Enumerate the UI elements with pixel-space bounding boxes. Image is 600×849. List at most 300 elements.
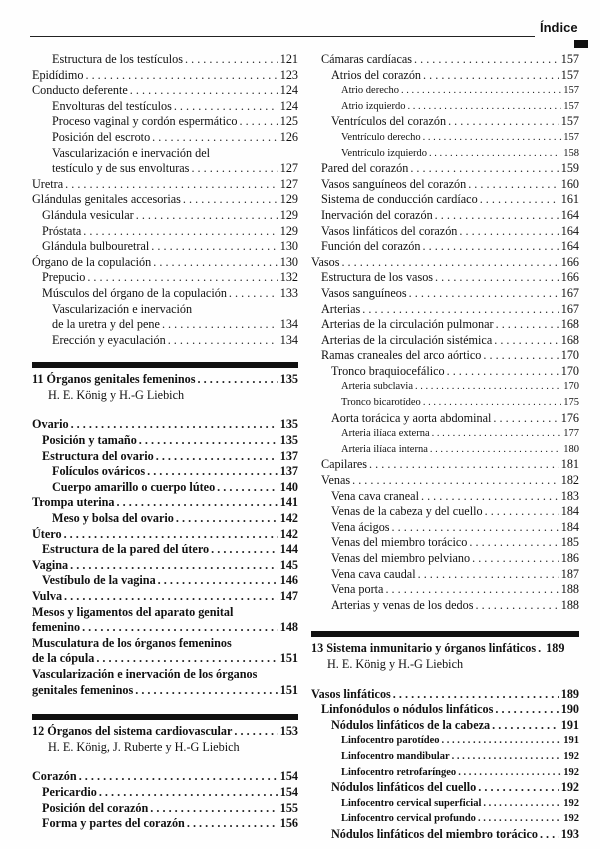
leader-dots [152,130,278,146]
leader-dots [423,130,562,146]
leader-dots [401,83,561,99]
toc-entry-page: 186 [560,551,579,565]
toc-entry[interactable] [32,433,298,449]
toc-entry[interactable] [32,239,298,255]
toc-entry-page: 132 [279,270,298,285]
toc-entry-title: Linfocentro retrofaríngeo [341,766,457,778]
toc-entry-title: Atrio derecho [341,85,400,97]
leader-dots [414,52,559,68]
leader-dots [369,457,559,473]
toc-entry-page: 167 [560,301,579,316]
toc-entry[interactable] [32,224,298,240]
toc-entry-page: 181 [560,457,579,472]
leader-dots [432,426,562,442]
toc-entry-page: 168 [560,332,579,347]
leader-dots [478,780,558,796]
toc-entry[interactable] [311,208,579,224]
toc-entry[interactable] [311,239,579,255]
leader-dots [472,551,559,567]
leader-dots [96,651,277,667]
toc-entry-title: Próstata [42,223,82,238]
leader-dots [540,827,559,843]
toc-entry[interactable] [32,68,298,84]
toc-entry-title: Posición del corazón [42,800,149,815]
leader-dots [495,702,558,718]
toc-entry[interactable] [32,683,298,699]
leader-dots [469,535,558,551]
toc-entry[interactable] [311,811,579,827]
chapter-bar [32,362,298,368]
leader-dots [162,317,278,333]
toc-entry[interactable] [311,333,579,349]
toc-entry-title: Musculatura de los órganos femeninos [32,635,232,650]
toc-entry-page: 155 [279,800,298,815]
toc-entry[interactable] [32,511,298,527]
toc-entry-page: 157 [560,114,579,129]
toc-entry[interactable] [311,114,579,130]
toc-entry[interactable] [311,718,579,734]
toc-entry-title: Vena cava craneal [331,488,419,503]
toc-entry[interactable] [311,489,579,505]
toc-entry-page: 168 [560,317,579,332]
toc-entry[interactable] [311,426,579,442]
chapter-title: 12 Órganos del sistema cardiovascular [32,724,233,739]
toc-entry-title: Ramas craneales del arco aórtico [321,348,482,363]
toc-entry-title: Venas del miembro torácico [331,535,468,550]
toc-entry-title: Erección y eyaculación [52,332,166,347]
toc-entry[interactable] [311,598,579,614]
toc-entry-title: Epidídimo [32,67,84,82]
toc-entry[interactable] [32,651,298,667]
toc-entry-page: 192 [563,766,579,778]
leader-dots [174,99,278,115]
toc-entry[interactable] [32,130,298,146]
chapter-11 [32,362,298,698]
toc-entry[interactable] [311,364,579,380]
toc-entry-page: 148 [279,620,298,635]
toc-entry-title: Estructura de la pared del útero [42,542,210,557]
leader-dots [168,333,278,349]
toc-entry-page: 170 [563,381,579,393]
chapter-heading[interactable] [32,724,298,740]
toc-entry-title: Sistema de conducción cardíaco [321,192,478,207]
toc-entry[interactable] [311,504,579,520]
toc-entry-title: Posición y tamaño [42,433,137,448]
leader-dots [153,255,277,271]
toc-entry[interactable] [32,177,298,193]
toc-entry[interactable] [32,317,298,333]
toc-entry-page: 127 [279,176,298,191]
toc-entry-title: Nódulos linfáticos del miembro torácico [331,826,538,841]
toc-entry[interactable] [311,317,579,333]
leader-dots [217,480,278,496]
leader-dots [158,573,278,589]
toc-entry-title: Vasos sanguíneos del corazón [321,176,467,191]
toc-entry-title: Mesos y ligamentos del aparato genital [32,604,234,619]
toc-entry[interactable] [311,130,579,146]
leader-dots [421,489,559,505]
toc-entry-title: Glándula vesicular [42,207,134,222]
leader-dots [151,239,277,255]
toc-entry[interactable] [32,573,298,589]
toc-entry[interactable] [311,286,579,302]
leader-dots [410,161,558,177]
toc-entry[interactable] [32,605,298,621]
toc-entry[interactable] [32,816,298,832]
toc-entry[interactable] [311,551,579,567]
toc-entry-page: 135 [279,433,298,448]
toc-entry[interactable] [311,270,579,286]
toc-entry[interactable] [311,702,579,718]
leader-dots [494,333,558,349]
toc-entry-title: Pared del corazón [321,161,409,176]
toc-entry-title: Estructura de los vasos [321,270,434,285]
toc-entry-title: Cámaras cardíacas [321,52,413,66]
leader-dots [476,598,559,614]
toc-entry[interactable] [32,192,298,208]
toc-entry-page: 180 [563,443,579,455]
leader-dots [538,641,544,657]
toc-entry-page: 154 [279,784,298,799]
toc-entry[interactable] [311,348,579,364]
leader-dots [407,99,561,115]
toc-entry-page: 157 [563,131,579,143]
toc-entry[interactable] [311,52,579,68]
leader-dots [483,796,561,812]
toc-entry[interactable] [311,192,579,208]
leader-dots [496,317,559,333]
toc-entry-title: Aorta torácica y aorta abdominal [331,410,492,425]
leader-dots [211,542,278,558]
toc-entry-page: 161 [560,192,579,207]
toc-entry-page: 166 [560,270,579,285]
toc-entry-title: Arteria subclavia [341,381,414,393]
leader-dots [239,114,277,130]
toc-entry[interactable] [32,302,298,318]
toc-list [32,417,298,698]
toc-entry[interactable] [311,177,579,193]
toc-entry[interactable] [311,520,579,536]
toc-entry-title: de la cópula [32,651,95,666]
toc-entry-page: 188 [560,597,579,612]
toc-entry[interactable] [32,480,298,496]
toc-entry[interactable] [311,146,579,162]
toc-entry-page: 166 [560,254,579,269]
leader-dots [423,68,559,84]
toc-entry[interactable] [311,442,579,458]
toc-entry-title: Arterias [321,301,361,316]
toc-entry-title: Arteria ilíaca interna [341,443,428,455]
leader-dots [341,255,558,271]
leader-dots [130,83,278,99]
chapter-heading[interactable] [311,641,579,657]
toc-entry[interactable] [32,114,298,130]
toc-entry-title: Función del corazón [321,239,421,254]
toc-entry[interactable] [311,224,579,240]
leader-dots [492,718,559,734]
leader-dots [83,224,277,240]
toc-entry[interactable] [32,527,298,543]
leader-dots [70,558,278,574]
toc-entry[interactable] [32,589,298,605]
leader-dots [409,286,559,302]
toc-entry-title: Vasos sanguíneos [321,285,407,300]
toc-entry-title: Corazón [32,769,77,784]
toc-entry[interactable] [311,733,579,749]
leader-dots [480,192,559,208]
toc-entry-title: Tronco braquiocefálico [331,363,445,378]
toc-entry-title: testículo y de sus envolturas [52,161,190,176]
leader-dots [385,582,558,598]
toc-entry[interactable] [32,667,298,683]
leader-dots [415,379,561,395]
toc-entry-title: Vasos linfáticos [311,686,391,701]
toc-entry-title: Prepucio [42,270,86,285]
toc-entry-page: 167 [560,285,579,300]
toc-entry-title: Atrio izquierdo [341,100,406,112]
toc-entry[interactable] [32,255,298,271]
toc-entry-page: 137 [279,448,298,463]
toc-entry[interactable] [32,785,298,801]
toc-entry-title: Vena porta [331,582,384,597]
toc-entry-page: 182 [560,473,579,488]
chapter-page: 135 [279,372,298,387]
chapter-authors: H. E. König y H.-G Liebich [327,656,464,671]
leader-dots [483,348,558,364]
toc-entry-page: 164 [560,239,579,254]
leader-dots [187,816,278,832]
toc-entry-page: 142 [279,526,298,541]
leader-dots [435,208,559,224]
toc-entry-title: Estructura del ovario [42,448,154,463]
left-column [32,52,298,832]
toc-entry[interactable] [311,83,579,99]
toc-entry[interactable] [32,801,298,817]
leader-dots [423,395,561,411]
toc-entry[interactable] [311,780,579,796]
toc-entry-page: 151 [279,682,298,697]
toc-entry-title: Vascularización e inervación del [52,145,211,160]
toc-entry[interactable] [32,417,298,433]
toc-entry-page: 129 [279,207,298,222]
header-rule [30,36,535,37]
toc-entry-title: Vestíbulo de la vagina [42,573,156,588]
toc-entry-page: 134 [279,332,298,347]
toc-entry-page: 121 [279,52,298,66]
toc-entry-page: 125 [279,114,298,129]
toc-entry[interactable] [32,636,298,652]
toc-entry-title: Folículos ováricos [52,464,146,479]
toc-entry[interactable] [32,146,298,162]
toc-entry-page: 151 [279,651,298,666]
toc-entry[interactable] [32,464,298,480]
toc-entry-title: Inervación del corazón [321,207,433,222]
toc-entry-page: 175 [563,397,579,409]
toc-entry-title: Vasos linfáticos del corazón [321,223,458,238]
toc-entry-title: Arterias de la circulación pulmonar [321,317,494,332]
toc-entry-page: 144 [279,542,298,557]
toc-entry-title: Glándula bulbouretral [42,239,150,254]
toc-entry-page: 157 [563,100,579,112]
toc-entry[interactable] [311,379,579,395]
toc-entry-page: 145 [279,557,298,572]
toc-entry[interactable] [311,765,579,781]
leader-dots [430,442,561,458]
toc-entry[interactable] [32,769,298,785]
toc-entry-title: Vena cava caudal [331,566,416,581]
leader-dots [156,449,278,465]
toc-entry[interactable] [32,208,298,224]
chapter-authors: H. E. König y H.-G Liebich [48,387,185,402]
toc-entry-page: 177 [563,428,579,440]
toc-entry[interactable] [32,620,298,636]
toc-entry-page: 190 [560,702,579,717]
toc-entry[interactable] [311,535,579,551]
toc-entry-page: 146 [279,573,298,588]
toc-entry[interactable] [311,302,579,318]
toc-entry-page: 170 [560,363,579,378]
toc-entry-title: Nódulos linfáticos de la cabeza [331,717,491,732]
toc-entry[interactable] [32,83,298,99]
leader-dots [71,417,278,433]
toc-entry-page: 154 [279,769,298,784]
toc-entry-title: Arterias y venas de los dedos [331,597,474,612]
leader-dots [459,224,558,240]
toc-entry-title: Trompa uterina [32,495,115,510]
toc-entry-page: 191 [563,735,579,747]
toc-entry-page: 126 [279,129,298,144]
leader-dots [441,733,561,749]
leader-dots [135,683,278,699]
toc-entry-page: 192 [563,813,579,825]
toc-entry-page: 192 [560,780,579,795]
toc-entry[interactable] [311,411,579,427]
leader-dots [147,464,278,480]
chapter-page: 153 [279,724,298,739]
leader-dots [493,411,558,427]
toc-list-continued [311,52,579,613]
toc-entry-title: Vulva [32,589,63,603]
toc-entry[interactable] [32,286,298,302]
leader-dots [392,520,559,536]
leader-dots [418,567,559,583]
toc-entry[interactable] [311,827,579,843]
toc-entry-page: 124 [279,98,298,113]
leader-dots [82,620,278,636]
chapter-bar [311,631,579,637]
leader-dots [183,192,278,208]
leader-dots [85,68,277,84]
toc-entry[interactable] [32,333,298,349]
toc-entry[interactable] [32,558,298,574]
toc-entry-title: Ventrículo izquierdo [341,147,428,159]
toc-entry[interactable] [32,99,298,115]
toc-entry-page: 191 [560,717,579,732]
toc-entry[interactable] [32,270,298,286]
toc-entry-title: Músculos del órgano de la copulación [42,285,227,300]
leader-dots [136,208,278,224]
leader-dots [191,161,277,177]
leader-dots [229,286,278,302]
toc-entry[interactable] [311,68,579,84]
toc-entry[interactable] [32,495,298,511]
toc-entry-page: 183 [560,488,579,503]
toc-list [32,769,298,831]
toc-entry-page: 157 [560,67,579,82]
toc-entry-title: Ventrículos del corazón [331,114,447,129]
chapter-heading[interactable] [32,372,298,388]
leader-dots [448,114,559,130]
toc-entry[interactable] [311,567,579,583]
toc-entry-page: 129 [279,192,298,207]
toc-entry[interactable] [32,161,298,177]
toc-entry-title: Linfocentro cervical superficial [341,797,482,809]
chapter-12 [32,714,298,832]
toc-entry-title: Venas de la cabeza y del cuello [331,504,483,519]
toc-entry[interactable] [311,796,579,812]
chapter-13 [311,631,579,842]
leader-dots [139,433,278,449]
toc-entry[interactable] [311,473,579,489]
toc-entry[interactable] [311,161,579,177]
leader-dots [435,270,559,286]
toc-entry-page: 140 [279,479,298,494]
toc-entry-title: Vagina [32,557,69,572]
leader-dots [452,749,562,765]
leader-dots [64,589,278,605]
toc-entry-page: 164 [560,223,579,238]
toc-entry[interactable] [311,749,579,765]
toc-entry-page: 130 [279,239,298,254]
toc-entry[interactable] [311,582,579,598]
toc-entry-title: Venas [321,473,351,488]
leader-dots [64,527,278,543]
header-mark [574,40,588,48]
toc-entry-title: femenino [32,620,81,635]
toc-entry[interactable] [32,449,298,465]
leader-dots [423,239,559,255]
toc-entry[interactable] [32,52,298,68]
toc-entry[interactable] [311,395,579,411]
toc-entry-page: 159 [560,161,579,176]
toc-entry[interactable] [32,542,298,558]
toc-entry-page: 123 [279,67,298,82]
leader-dots [447,364,559,380]
toc-entry-page: 129 [279,223,298,238]
chapter-title: 13 Sistema inmunitario y órganos linfáticos [311,641,537,656]
toc-entry-title: Uretra [32,176,64,191]
toc-entry[interactable] [311,687,579,703]
toc-entry[interactable] [311,99,579,115]
toc-entry-title: Proceso vaginal y cordón espermático [52,114,238,129]
toc-entry-title: Posición del escroto [52,129,151,144]
toc-entry-page: 192 [563,797,579,809]
toc-entry-page: 142 [279,511,298,526]
toc-list-continued [32,52,298,348]
toc-entry[interactable] [311,255,579,271]
toc-entry-page: 147 [279,589,298,603]
toc-entry[interactable] [311,457,579,473]
chapter-page: 189 [546,641,565,656]
toc-entry-page: 187 [560,566,579,581]
toc-entry-title: Nódulos linfáticos del cuello [331,780,477,795]
chapter-bar [32,714,298,720]
toc-entry-page: 184 [560,504,579,519]
toc-entry-title: Forma y partes del corazón [42,816,185,831]
toc-entry-title: Vena ácigos [331,519,390,534]
toc-entry-page: 193 [560,826,579,841]
toc-entry-page: 134 [279,317,298,332]
